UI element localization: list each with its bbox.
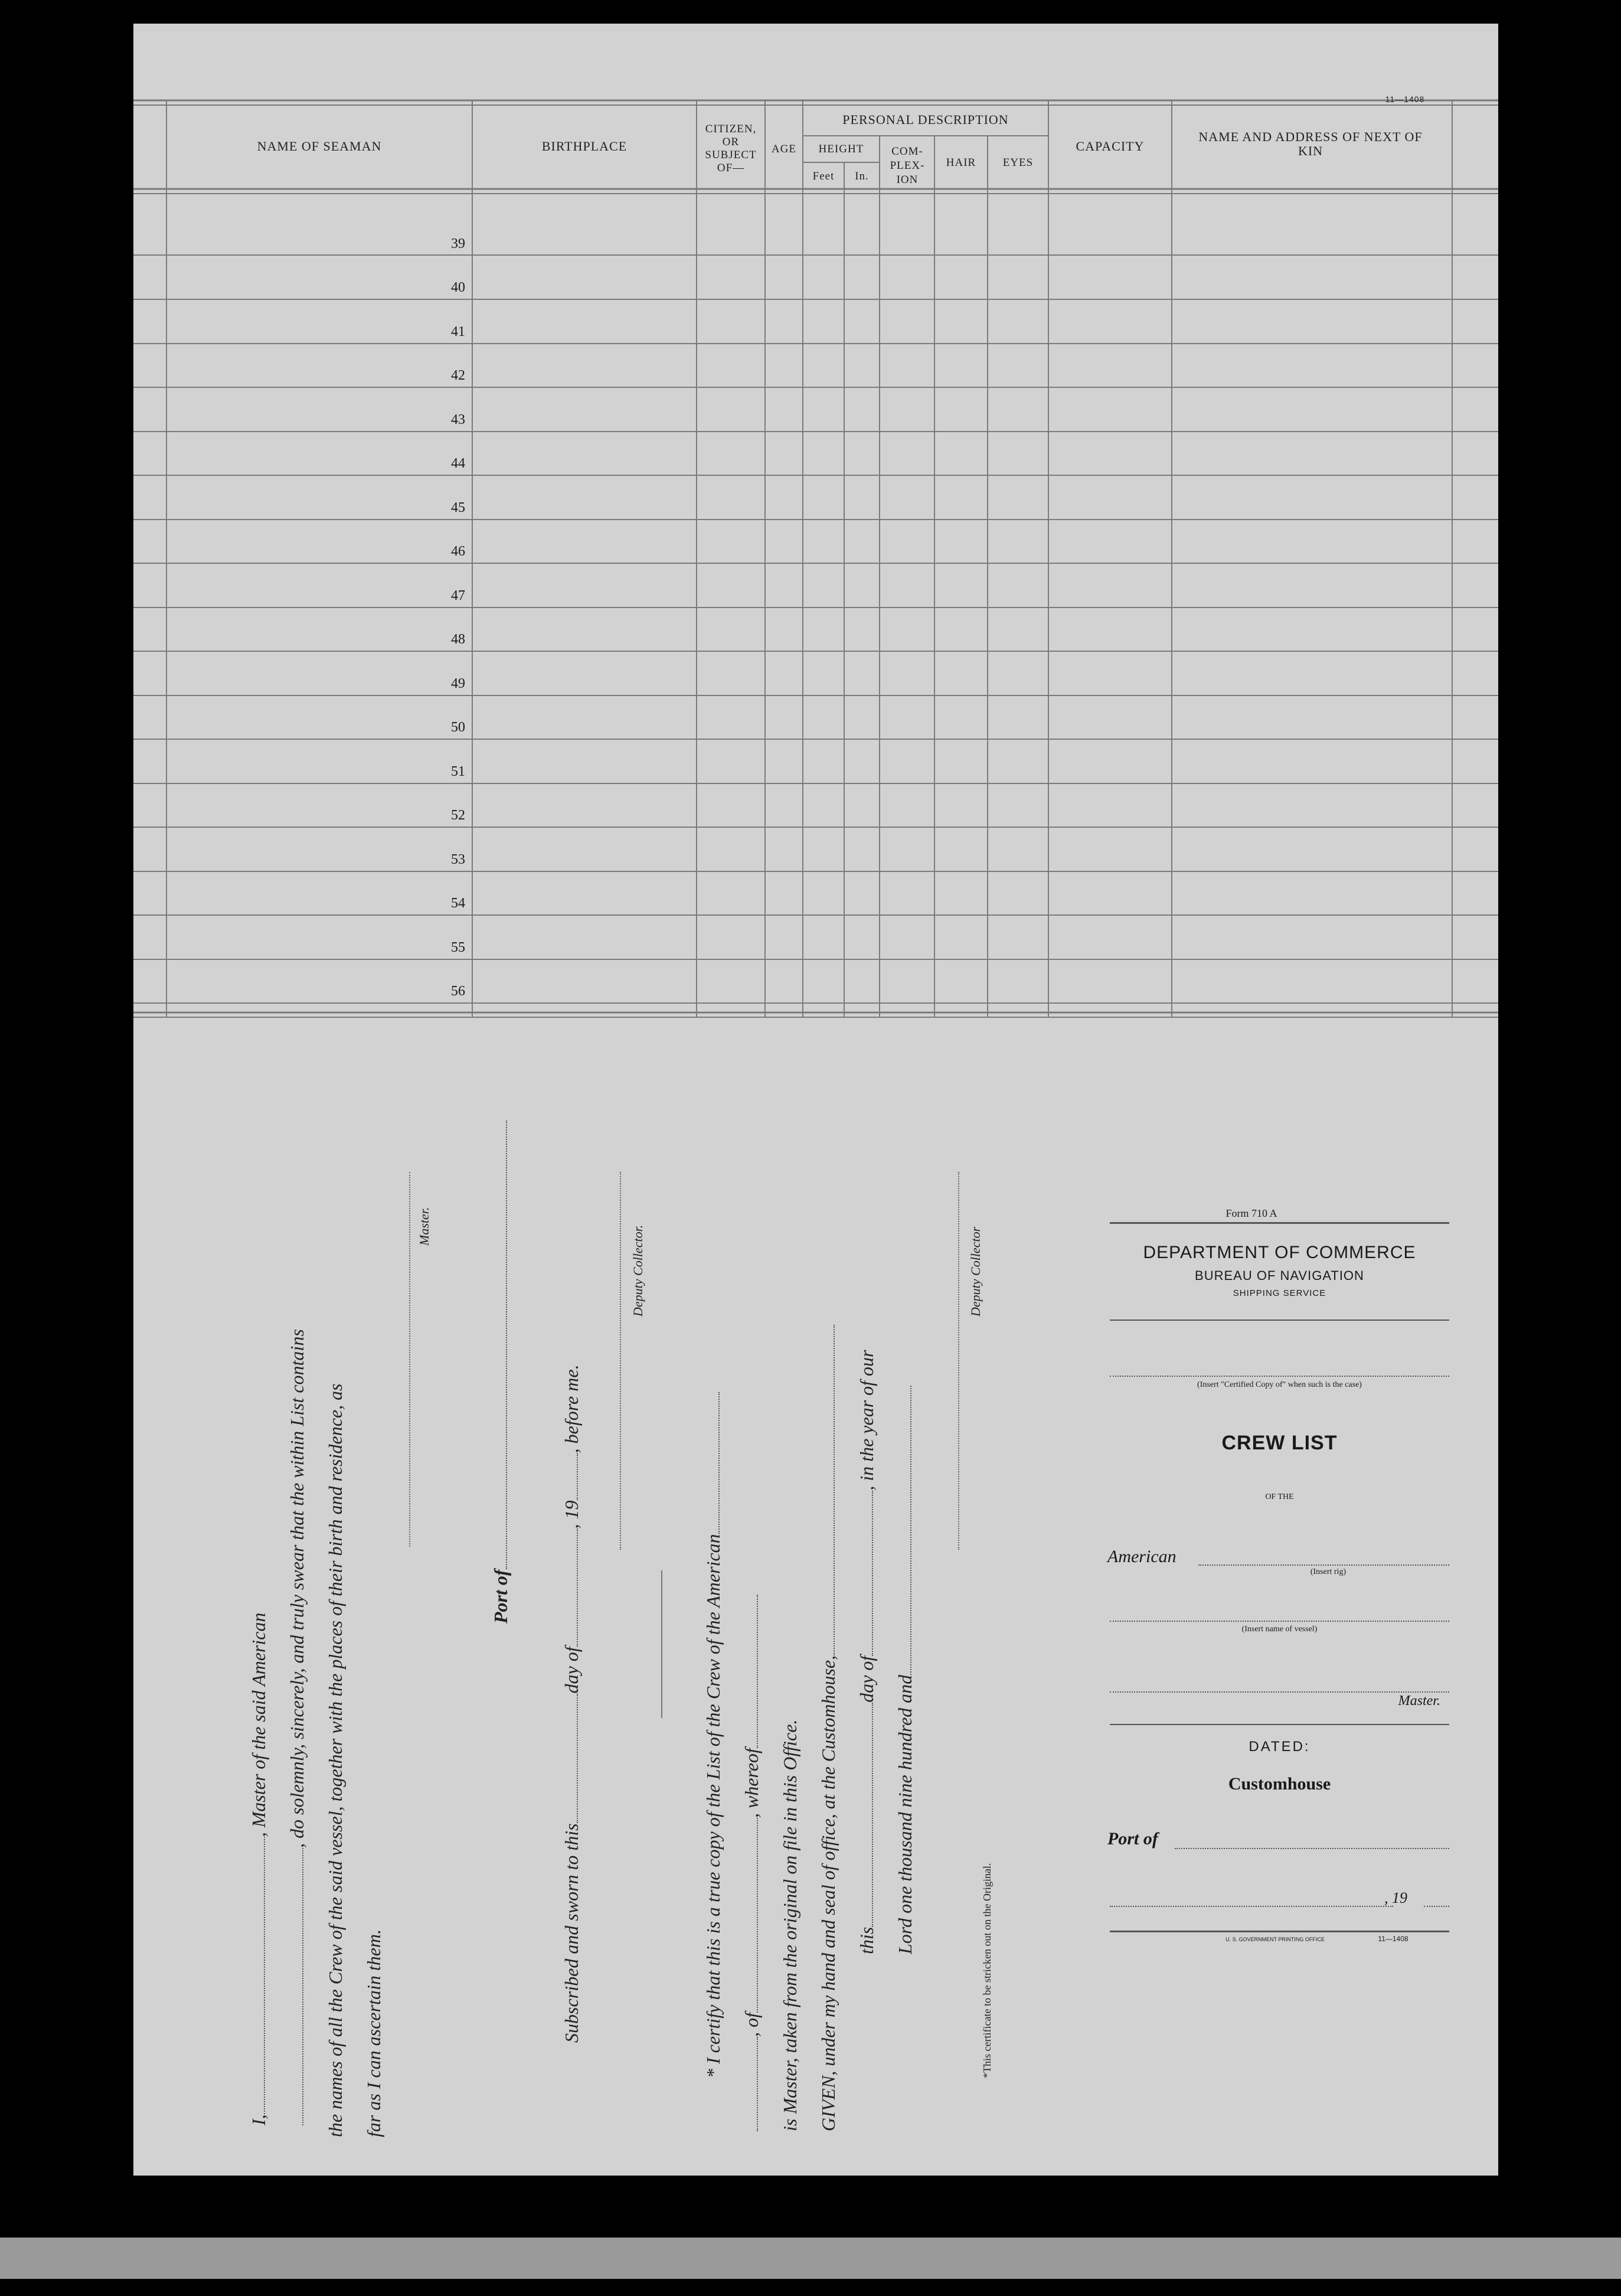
header-citizen: CITIZEN, OR SUBJECT OF— bbox=[705, 123, 757, 174]
master-signature-line bbox=[409, 1172, 410, 1547]
row-number: 44 bbox=[451, 456, 465, 471]
rule bbox=[1110, 1931, 1449, 1932]
oath-line-2 bbox=[286, 1329, 308, 2125]
of-the-label: OF THE bbox=[1265, 1492, 1294, 1501]
fill-blank bbox=[866, 1491, 873, 1656]
master-label: Master. bbox=[1398, 1693, 1440, 1709]
oath-master-of-american: , Master of the said American bbox=[248, 1612, 269, 1837]
row-number: 55 bbox=[451, 940, 465, 955]
deputy-collector-label: Deputy Collector. bbox=[630, 1224, 645, 1317]
fill-blank bbox=[571, 1529, 578, 1647]
oath-ascertain: far as I can ascertain them. bbox=[363, 1929, 384, 2137]
year-prefix: , 19 bbox=[561, 1500, 582, 1529]
cert-deputy-collector-label: Deputy Collector bbox=[968, 1226, 983, 1317]
port-field[interactable] bbox=[1175, 1848, 1449, 1849]
rule bbox=[1110, 1320, 1449, 1321]
certificate-of: , of bbox=[741, 2013, 762, 2037]
oath-line-1 bbox=[248, 1613, 270, 2125]
day-of-label: day of bbox=[561, 1647, 582, 1694]
port-of-line bbox=[490, 1121, 512, 1624]
insert-certified-note: (Insert "Certified Copy of" when such is the case) bbox=[1197, 1380, 1362, 1389]
form-code-bottom: 11—1408 bbox=[1378, 1935, 1408, 1943]
port-of-back-label: Port of bbox=[1107, 1829, 1158, 1848]
row-number: 39 bbox=[451, 236, 465, 252]
dated-label: DATED: bbox=[1249, 1739, 1310, 1755]
master-signature-label: Master. bbox=[417, 1207, 432, 1246]
row-number: 46 bbox=[451, 544, 465, 559]
fill-blank bbox=[296, 1848, 303, 2125]
fill-blank bbox=[751, 1818, 758, 2013]
fill-blank bbox=[713, 1392, 720, 1534]
date-field[interactable] bbox=[1110, 1906, 1393, 1907]
fill-blank bbox=[904, 1386, 911, 1675]
certificate-whereof: , whereof bbox=[741, 1748, 762, 1818]
department-title: DEPARTMENT OF COMMERCE bbox=[1143, 1243, 1416, 1262]
certificate-text-1: * I certify that this is a true copy of the List of the Crew of the American bbox=[702, 1534, 724, 2078]
header-hair: HAIR bbox=[946, 156, 976, 169]
certificate-line-3 bbox=[818, 1325, 839, 2131]
certificate-line-4 bbox=[856, 1350, 878, 1954]
row-number: 49 bbox=[451, 676, 465, 691]
deputy-signature-line bbox=[620, 1172, 621, 1550]
certificate-line-2 bbox=[779, 1720, 801, 2131]
printer-imprint: U. S. GOVERNMENT PRINTING OFFICE bbox=[1225, 1936, 1325, 1942]
fill-blank bbox=[828, 1325, 835, 1655]
certificate-this: this bbox=[856, 1926, 877, 1954]
row-number: 41 bbox=[451, 324, 465, 339]
oath-names: the names of all the Crew of the said vessel, together with the places of their birth and residence, as bbox=[325, 1383, 346, 2137]
header-feet: Feet bbox=[812, 170, 835, 182]
row-number: 56 bbox=[451, 984, 465, 999]
american-label: American bbox=[1107, 1547, 1176, 1566]
row-number: 54 bbox=[451, 896, 465, 911]
fill-blank bbox=[500, 1121, 507, 1569]
fill-blank bbox=[751, 2037, 758, 2131]
oath-line-3 bbox=[325, 1383, 347, 2137]
row-number: 43 bbox=[451, 412, 465, 427]
service-title: SHIPPING SERVICE bbox=[1233, 1288, 1326, 1298]
insert-rig-note: (Insert rig) bbox=[1310, 1567, 1347, 1576]
subscribed-line bbox=[561, 1364, 583, 2043]
certificate-footnote: *This certificate to be stricken out on the Original. bbox=[981, 1863, 993, 2078]
header-complexion: COM- PLEX- ION bbox=[890, 145, 925, 186]
divider-line bbox=[661, 1570, 662, 1718]
cert-deputy-signature-line bbox=[958, 1172, 959, 1550]
year-label: , 19 bbox=[1384, 1889, 1407, 1906]
certificate-day-of: day of bbox=[856, 1655, 877, 1703]
row-number: 48 bbox=[451, 632, 465, 647]
fill-blank bbox=[258, 1837, 265, 2114]
row-number: 40 bbox=[451, 280, 465, 295]
fill-blank bbox=[571, 1453, 578, 1500]
certificate-text-2: is Master, taken from the original on file in this Office. bbox=[779, 1719, 800, 2131]
header-capacity: CAPACITY bbox=[1076, 139, 1145, 153]
vessel-name-field[interactable] bbox=[1110, 1621, 1449, 1622]
certificate-line-of bbox=[741, 1595, 763, 2131]
certified-copy-field bbox=[1110, 1376, 1449, 1377]
bureau-title: BUREAU OF NAVIGATION bbox=[1195, 1268, 1364, 1283]
row-number: 53 bbox=[451, 852, 465, 867]
certificate-line-5 bbox=[894, 1386, 916, 1954]
subscribed-label: Subscribed and sworn to this bbox=[561, 1823, 582, 2043]
header-height: HEIGHT bbox=[818, 143, 864, 155]
insert-name-note: (Insert name of vessel) bbox=[1241, 1625, 1318, 1634]
master-field[interactable] bbox=[1110, 1691, 1449, 1693]
crew-list-title: CREW LIST bbox=[1221, 1432, 1338, 1454]
fill-blank bbox=[866, 1703, 873, 1927]
row-number: 50 bbox=[451, 720, 465, 735]
header-inches: In. bbox=[855, 170, 869, 182]
certificate-text-3: GIVEN, under my hand and seal of office, at the Customhouse, bbox=[818, 1655, 839, 2131]
customhouse-label: Customhouse bbox=[1228, 1774, 1331, 1794]
header-personal-description: PERSONAL DESCRIPTION bbox=[842, 112, 1009, 127]
row-number: 42 bbox=[451, 368, 465, 383]
rule bbox=[1110, 1222, 1449, 1224]
row-number: 51 bbox=[451, 764, 465, 779]
row-number: 47 bbox=[451, 588, 465, 603]
header-age: AGE bbox=[771, 143, 797, 155]
header-eyes: EYES bbox=[1002, 156, 1034, 169]
header-name-of-seaman: NAME OF SEAMAN bbox=[257, 139, 382, 153]
oath-swear: , do solemnly, sincerely, and truly swear that the within List contains bbox=[286, 1329, 308, 1848]
form-number: Form 710 A bbox=[1225, 1207, 1277, 1219]
oath-line-4 bbox=[363, 1929, 385, 2137]
row-number: 52 bbox=[451, 808, 465, 823]
certificate-line-1 bbox=[702, 1392, 724, 2078]
fill-blank bbox=[751, 1595, 758, 1748]
rig-field[interactable] bbox=[1198, 1565, 1449, 1566]
certificate-text-5: Lord one thousand nine hundred and bbox=[894, 1674, 916, 1954]
row-number: 45 bbox=[451, 500, 465, 515]
form-code-top: 11—1408 bbox=[1385, 94, 1425, 104]
header-next-of-kin: NAME AND ADDRESS OF NEXT OF KIN bbox=[1198, 129, 1423, 158]
fill-blank bbox=[571, 1693, 578, 1823]
oath-i: I, bbox=[248, 2114, 269, 2125]
certificate-year: , in the year of our bbox=[856, 1350, 877, 1491]
port-of-label: Port of bbox=[490, 1569, 511, 1624]
header-birthplace: BIRTHPLACE bbox=[541, 139, 628, 153]
before-me: , before me. bbox=[561, 1364, 582, 1454]
rule bbox=[1110, 1724, 1449, 1725]
year-field[interactable] bbox=[1424, 1906, 1449, 1907]
